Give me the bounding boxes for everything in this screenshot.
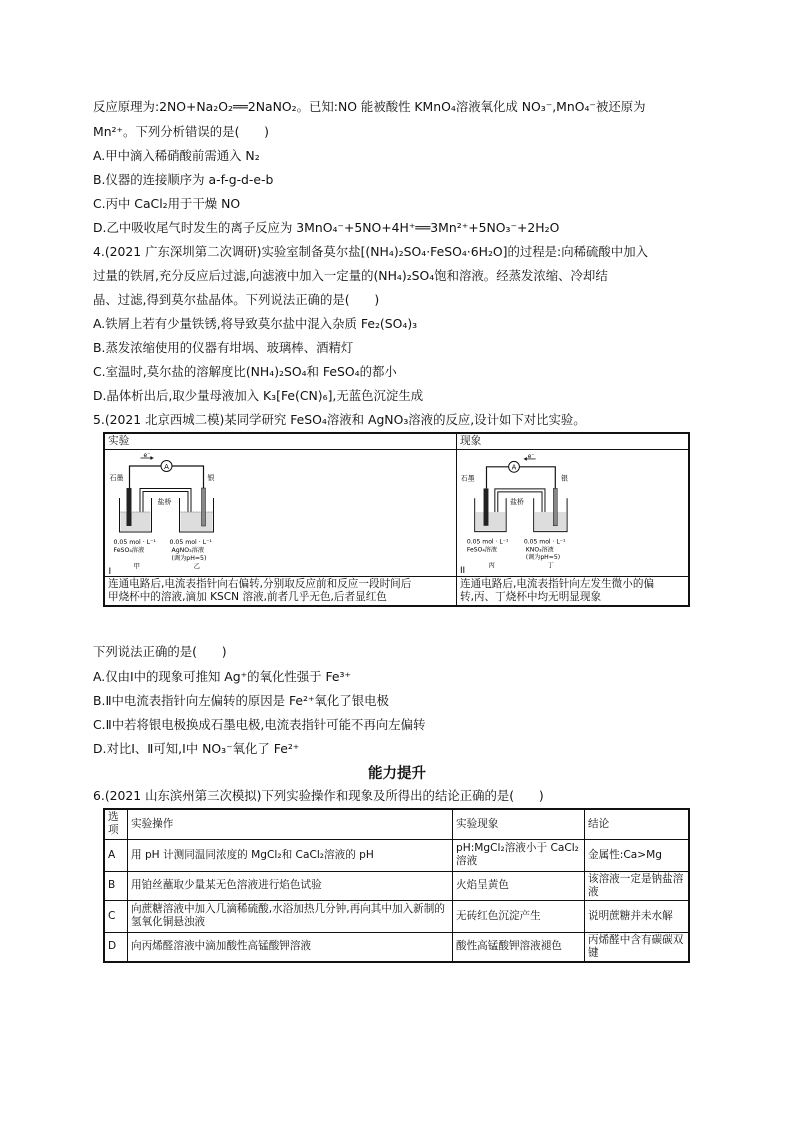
left-electrode-label: 石墨 (460, 474, 475, 483)
q4-option-a[interactable]: A.铁屑上若有少量铁锈,将导致莫尔盐中混入杂质 Fe₂(SO₄)₃ (93, 316, 418, 331)
ammeter-label: A (164, 463, 169, 471)
sol2-name: KNO₃溶液 (525, 546, 554, 554)
q4-option-d[interactable]: D.晶体析出后,取少量母液加入 K₃[Fe(CN)₆],无蓝色沉淀生成 (93, 388, 424, 403)
beaker-label-2: 丁 (547, 561, 554, 570)
experiment-roman-1: I (108, 567, 112, 576)
q6-stem-line1: 6.(2021 山东滨州第三次模拟)下列实验操作和现象及所得出的结论正确的是( ) (93, 788, 544, 803)
sol1-name: FeSO₄溶液 (113, 547, 145, 554)
q5-stem-line2: 下列说法正确的是( ) (93, 644, 227, 659)
q6-header-phenomenon: 实验现象 (453, 809, 585, 839)
salt-bridge-label: 盐桥 (510, 498, 524, 507)
q5-header-observation: 现象 (457, 433, 690, 450)
q5-header-experiment: 实验 (104, 433, 457, 450)
salt-bridge-label: 盐桥 (157, 498, 172, 506)
q3-option-a[interactable]: A.甲中滴入稀硝酸前需通入 N₂ (93, 148, 260, 163)
sol2-ph: (调为pH=5) (171, 555, 207, 562)
electron-label: e⁻ (527, 453, 535, 460)
q6-header-conclusion: 结论 (585, 809, 690, 839)
q3-option-c[interactable]: C.丙中 CaCl₂用于干燥 NO (93, 196, 241, 211)
sol2-conc: 0.05 mol · L⁻¹ (169, 539, 212, 546)
q5-diagram-cell-2 (457, 450, 690, 577)
q4-option-c[interactable]: C.室温时,莫尔盐的溶解度比(NH₄)₂SO₄和 FeSO₄的都小 (93, 364, 397, 379)
q3-option-b[interactable]: B.仪器的连接顺序为 a-f-g-d-e-b (93, 172, 274, 187)
beaker-label-2: 乙 (193, 562, 200, 570)
galvanic-cell-diagram-1 (105, 450, 456, 576)
q4-stem-line3: 晶、过滤,得到莫尔盐晶体。下列说法正确的是( ) (93, 292, 380, 307)
q5-option-b[interactable]: B.Ⅱ中电流表指针向左偏转的原因是 Fe²⁺氧化了银电极 (93, 693, 389, 708)
q3-stem-line1: 反应原理为:2NO+Na₂O₂══2NaNO₂。已知:NO 能被酸性 KMnO₄溶液氧化成 NO₃⁻,MnO₄⁻被还原为 (93, 99, 646, 114)
left-electrode-label: 石墨 (109, 474, 124, 482)
q5-diagram-cell-1 (104, 450, 457, 577)
q5-observation-2: 连通电路后,电流表指针向左发生微小的偏 转,丙、丁烧杯中均无明显现象 (457, 577, 690, 607)
table-row: C 向蔗糖溶液中加入几滴稀硫酸,水浴加热几分钟,再向其中加入新制的氢氧化铜悬浊液 无砖红色沉淀产生 说明蔗糖并未水解 (104, 900, 689, 932)
table-row: D 向丙烯醛溶液中滴加酸性高锰酸钾溶液 酸性高锰酸钾溶液褪色 丙烯醛中含有碳碳双键 (104, 932, 689, 962)
q5-observation-1: 连通电路后,电流表指针向右偏转,分别取反应前和反应一段时间后 甲烧杯中的溶液,滴加 KSCN 溶液,前者几乎无色,后者显红色 (104, 577, 457, 607)
sol1-name: FeSO₄溶液 (466, 546, 497, 554)
table-row: B 用铂丝蘸取少量某无色溶液进行焰色试验 火焰呈黄色 该溶液一定是钠盐溶液 (104, 871, 689, 900)
q5-option-c[interactable]: C.Ⅱ中若将银电极换成石墨电极,电流表指针可能不再向左偏转 (93, 717, 426, 732)
beaker-label-1: 丙 (488, 561, 495, 570)
sol2-name: AgNO₃溶液 (171, 547, 205, 554)
q5-stem-line1: 5.(2021 北京西城二模)某同学研究 FeSO₄溶液和 AgNO₃溶液的反应,设计如下对比实验。 (93, 412, 586, 427)
q6-header-operation: 实验操作 (128, 809, 453, 839)
sol1-conc: 0.05 mol · L⁻¹ (113, 539, 156, 546)
q5-experiment-table (103, 432, 690, 607)
sol2-conc: 0.05 mol · L⁻¹ (523, 538, 566, 546)
q5-option-d[interactable]: D.对比Ⅰ、Ⅱ可知,Ⅰ中 NO₃⁻氧化了 Fe²⁺ (93, 741, 300, 756)
q3-option-d[interactable]: D.乙中吸收尾气时发生的离子反应为 3MnO₄⁻+5NO+4H⁺══3Mn²⁺+5NO₃⁻+2H₂O (93, 220, 560, 235)
q4-stem-line2: 过量的铁屑,充分反应后过滤,向滤液中加入一定量的(NH₄)₂SO₄饱和溶液。经蒸发浓缩、冷却结 (93, 268, 608, 283)
q4-option-b[interactable]: B.蒸发浓缩使用的仪器有坩埚、玻璃棒、酒精灯 (93, 340, 354, 355)
right-electrode-label: 银 (561, 474, 569, 483)
q6-table (103, 808, 690, 963)
galvanic-cell-diagram-2 (457, 450, 688, 576)
section-heading: 能力提升 (368, 766, 426, 782)
q5-option-a[interactable]: A.仅由Ⅰ中的现象可推知 Ag⁺的氧化性强于 Fe³⁺ (93, 669, 352, 684)
q3-stem-line2: Mn²⁺。下列分析错误的是( ) (93, 124, 270, 139)
sol1-conc: 0.05 mol · L⁻¹ (466, 538, 509, 546)
table-row: A 用 pH 计测同温同浓度的 MgCl₂和 CaCl₂溶液的 pH pH:MgCl₂溶液小于 CaCl₂溶液 金属性:Ca>Mg (104, 839, 689, 871)
sol2-ph: (调为pH=5) (525, 554, 561, 562)
q6-header-option: 选项 (104, 809, 128, 839)
ammeter-label: A (511, 463, 517, 472)
q4-stem-line1: 4.(2021 广东深圳第二次调研)实验室制备莫尔盐[(NH₄)₂SO₄·FeSO₄·6H₂O]的过程是:向稀硫酸中加入 (93, 244, 648, 259)
electron-label: e⁻ (143, 452, 151, 459)
right-electrode-label: 银 (207, 474, 215, 482)
experiment-roman-2: II (459, 565, 466, 576)
beaker-label-1: 甲 (133, 562, 140, 570)
